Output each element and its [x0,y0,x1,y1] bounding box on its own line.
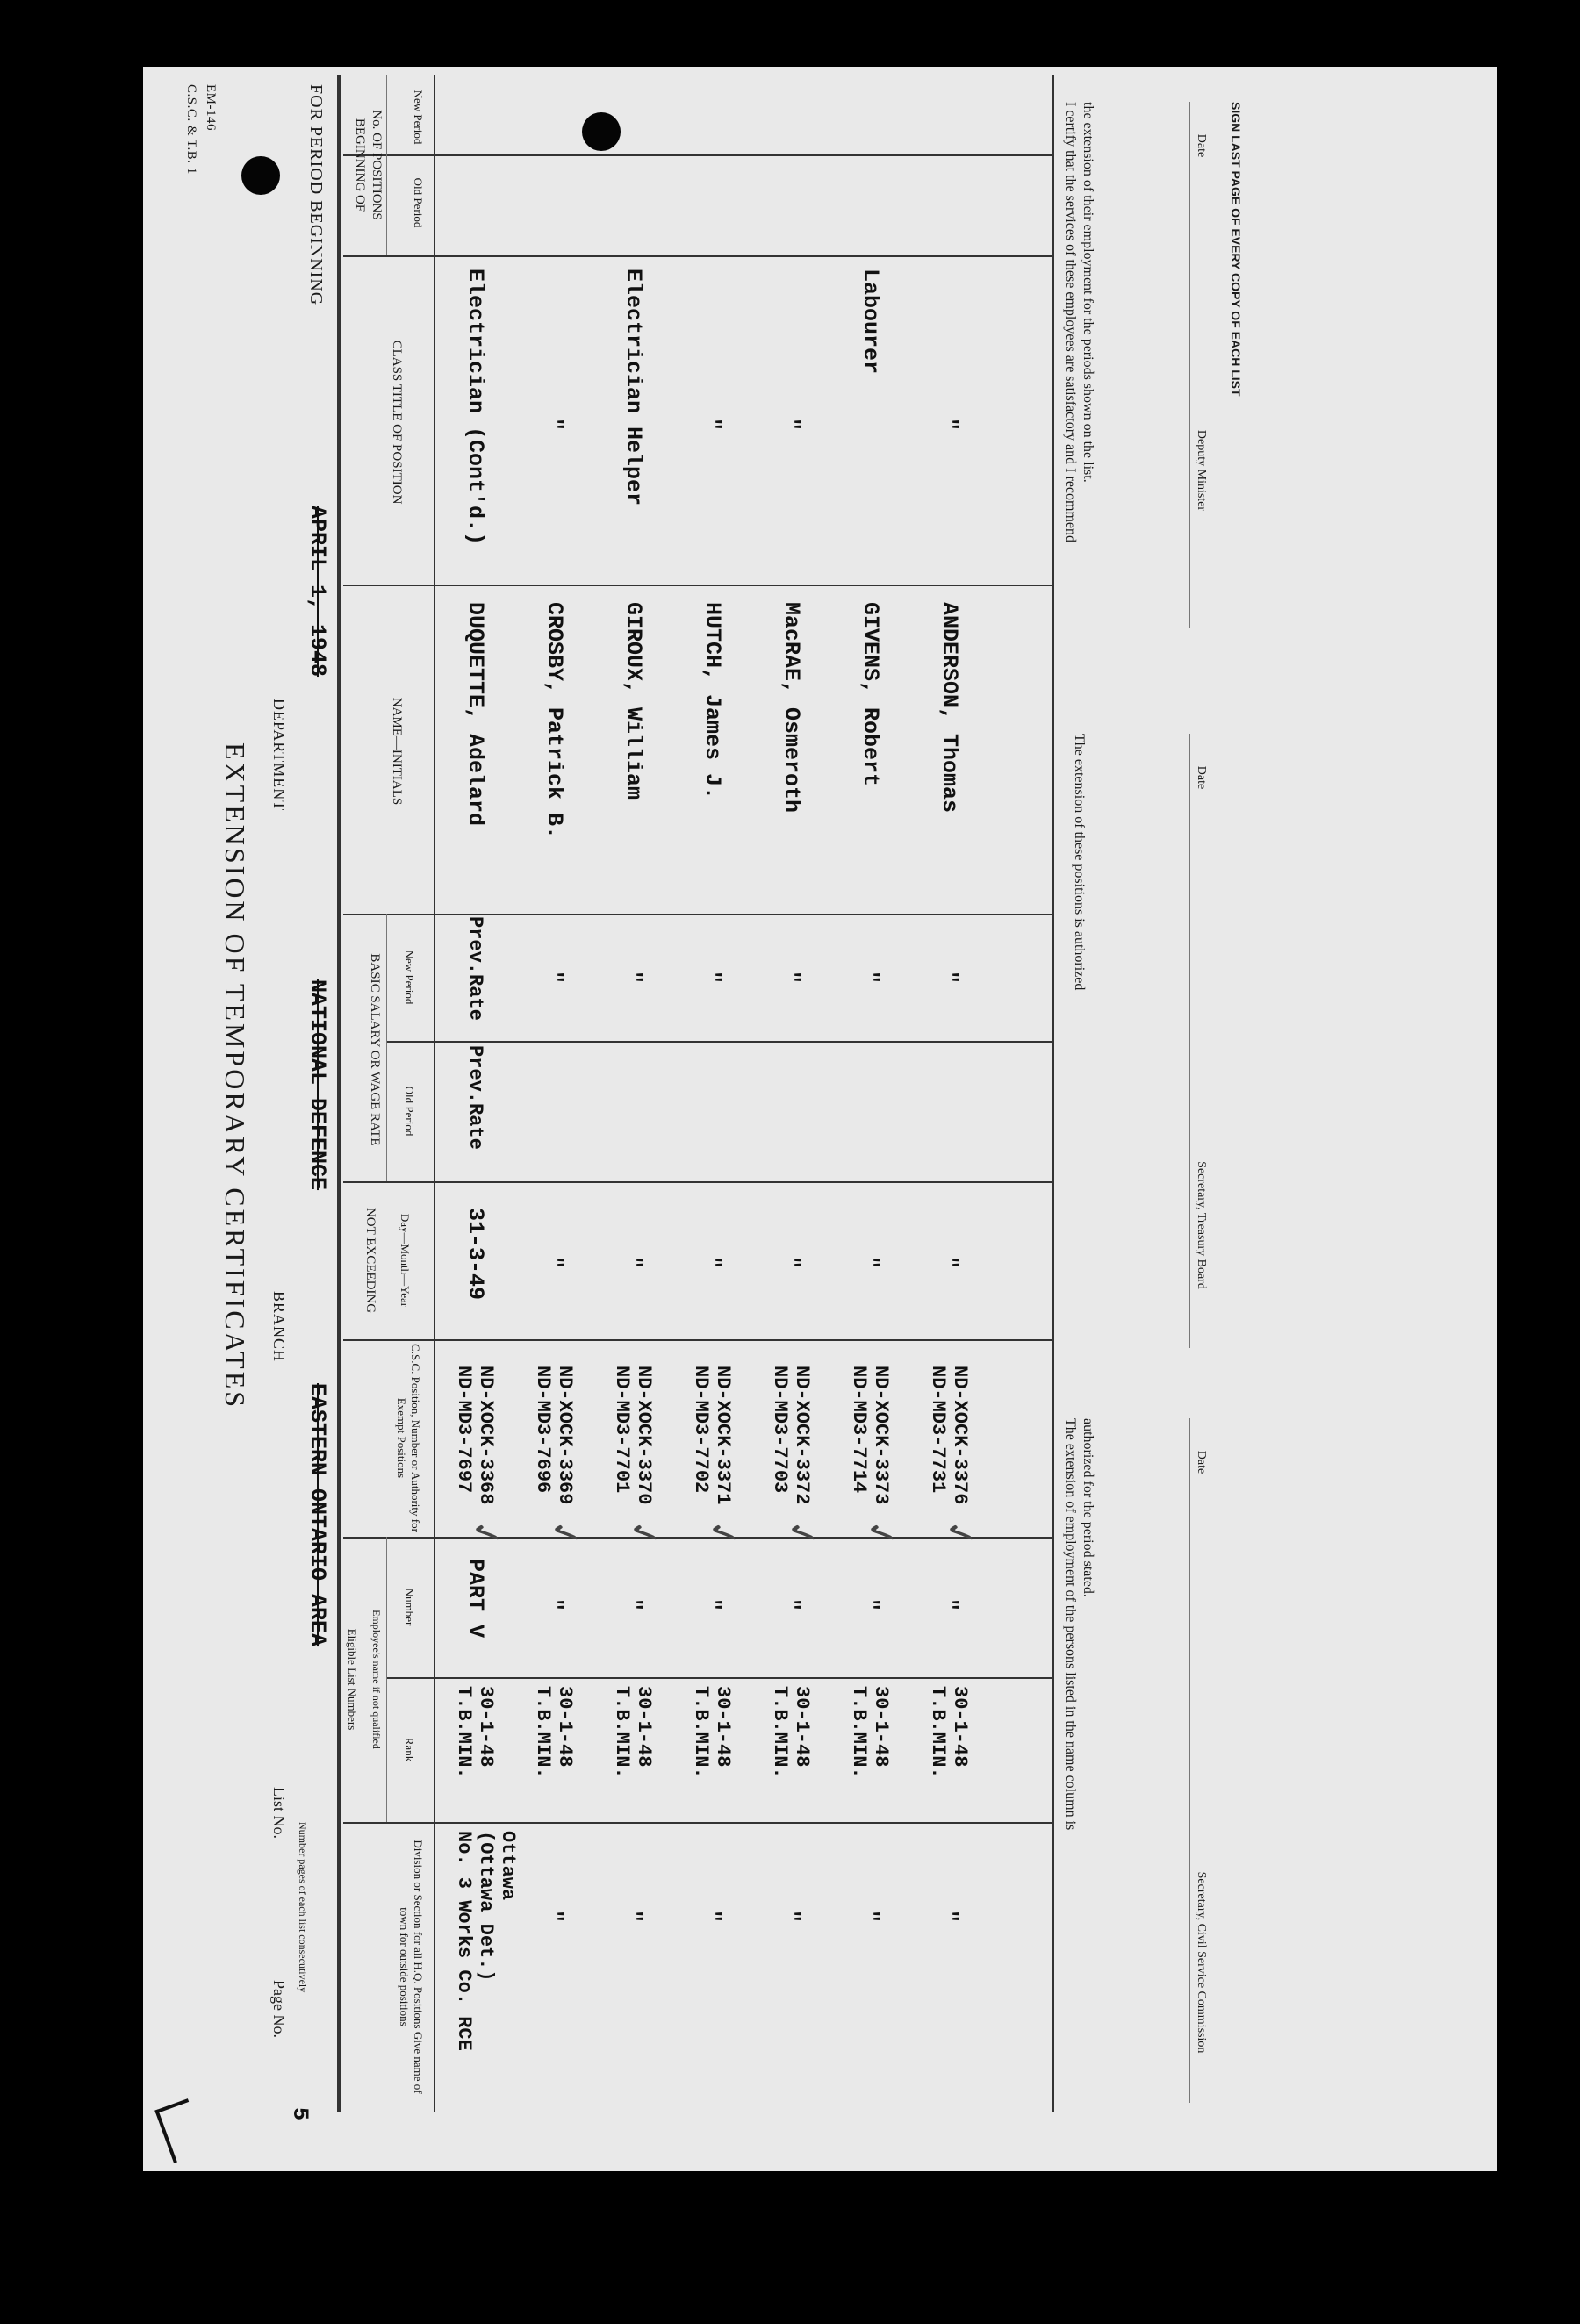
class-title-cell: Electrician Helper [621,269,646,506]
division-cell-line1: No. 3 Works Co. RCE [453,1831,475,2051]
col-sep-name-salary [343,914,1054,915]
salary-new-cell: " [937,971,962,985]
not-exceeding-cell: " [542,1256,567,1270]
salary-old-cell: Prev.Rate [464,1045,486,1150]
not-exceeding-cell: " [700,1256,725,1270]
check-mark: ✓ [699,1514,746,1553]
form-title: EXTENSION OF TEMPORARY CERTIFICATES [219,742,251,1410]
secretary-treasury-label: Secretary, Treasury Board [1195,1161,1208,1289]
csc-position-cell-line1: ND-MD3-7703 [769,1366,791,1494]
page-no-value: 5 [287,2107,312,2121]
col-header-csc-position: C.S.C. Position, Number or Authority for Exempt Positions [395,1344,422,1532]
col-sep-salary-new-old [387,1041,1054,1043]
check-mark: ✓ [462,1514,509,1553]
name-cell: GIROUX, William [621,602,646,800]
csc-position-cell-line2: ND-XOCK-3370 [633,1366,655,1505]
col-header-positions: No. OF POSITIONS BEGINNING OF [353,110,384,220]
not-exceeding-cell: " [621,1256,646,1270]
not-exceeding-cell: 31-3-49 [463,1208,488,1301]
salary-new-cell: Prev.Rate [464,916,486,1021]
rank-cell-line1: T.B.MIN. [611,1686,633,1779]
col-sep-class-name [343,585,1054,586]
class-title-cell: " [779,418,804,432]
col-sep-eligible-division [343,1822,1054,1824]
salary-new-cell: " [542,971,567,985]
period-value: APRIL 1, 1948 [305,506,330,678]
csc-date-label: Date [1195,1450,1208,1474]
check-mark: ✓ [541,1514,588,1553]
division-cell-line1: " [542,1910,567,1924]
eligible-number-cell: " [542,1598,567,1612]
not-exceeding-cell: " [858,1256,883,1270]
salary-new-cell: " [621,971,646,985]
csc-position-cell-line2: ND-XOCK-3373 [870,1366,892,1505]
col-header-not-exceeding: NOT EXCEEDING [363,1207,377,1314]
col-sep-eligible-number-rank [387,1677,1054,1679]
division-cell-line1: " [779,1910,804,1924]
sign-last-page-note: SIGN LAST PAGE OF EVERY COPY OF EACH LIST [1229,102,1243,397]
class-title-cell: " [542,418,567,432]
name-cell: HUTCH, James J. [700,602,725,800]
check-mark: ✓ [936,1514,983,1553]
eligible-number-cell: " [858,1598,883,1612]
period-label: FOR PERIOD BEGINNING [306,84,326,306]
table-bottom-border [1052,75,1054,2112]
csc-position-cell-line1: ND-MD3-7696 [532,1366,554,1494]
csc-position-cell-line2: ND-XOCK-3369 [554,1366,576,1505]
csc-position-cell-line2: ND-XOCK-3368 [475,1366,497,1505]
col-sep-positions-new-old [343,154,1054,156]
treasury-signature-line [1189,734,1190,1348]
csc-position-cell-line2: ND-XOCK-3371 [712,1366,734,1505]
csc-position-cell-line1: ND-MD3-7702 [690,1366,712,1494]
csc-position-cell-line2: ND-XOCK-3376 [949,1366,971,1505]
eligible-group-underline [386,1537,387,1822]
not-exceeding-cell: " [937,1256,962,1270]
deputy-signature-line [1189,102,1190,628]
eligible-number-cell: " [937,1598,962,1612]
col-header-salary-old: Old Period [403,1086,416,1137]
division-cell-line1: " [858,1910,883,1924]
scanned-form-page [143,67,1497,2171]
page-no-label: Page No. [270,1980,288,2038]
col-header-date-format: Day—Month—Year [399,1213,412,1308]
division-cell-line1: " [700,1910,725,1924]
csc-authorization-line2: authorized for the period stated. [1081,1418,1095,1597]
eligible-number-cell: " [779,1598,804,1612]
department-label: DEPARTMENT [270,699,288,812]
csc-authorization-line1: The extension of employment of the persons listed in the name column is [1063,1418,1078,1831]
name-cell: MacRAE, Osmeroth [779,602,804,814]
rank-cell-line2: 30-1-48 [712,1686,734,1768]
branch-value: EASTERN ONTARIO AREA [305,1383,330,1647]
col-header-salary-new: New Period [403,950,416,1005]
treasury-date-label: Date [1195,765,1208,790]
authorized-text: The extension of these positions is authorized [1072,734,1087,991]
csc-position-cell-line1: ND-MD3-7701 [611,1366,633,1494]
col-sep-positions-class [343,255,1054,257]
department-value: NATIONAL DEFENCE [305,979,330,1191]
rank-cell-line1: T.B.MIN. [532,1686,554,1779]
secretary-csc-label: Secretary, Civil Service Commission [1195,1871,1208,2054]
col-header-class-title: CLASS TITLE OF POSITION [390,340,404,505]
division-cell-line3: Ottawa [497,1831,519,1901]
salary-new-cell: " [858,971,883,985]
name-cell: GIVENS, Robert [858,602,883,787]
certify-text-line2: the extension of their employment for the periods shown on the list. [1081,102,1095,483]
rank-cell-line2: 30-1-48 [949,1686,971,1768]
col-header-salary: BASIC SALARY OR WAGE RATE [368,953,382,1146]
col-sep-date-csc [343,1339,1054,1341]
col-header-eligible-rank: Rank [403,1737,416,1762]
rank-cell-line1: T.B.MIN. [848,1686,870,1779]
rank-cell-line2: 30-1-48 [870,1686,892,1768]
col-header-division: Division or Section for all H.Q. Positions Give name of town for outside positions [398,1840,425,2094]
eligible-number-cell: " [621,1598,646,1612]
temporary-certificates-form [143,67,1497,2171]
deputy-date-label: Date [1195,133,1208,158]
branch-label: BRANCH [270,1291,288,1363]
rank-cell-line2: 30-1-48 [791,1686,813,1768]
list-no-label: List No. [270,1787,288,1840]
form-code-1: C.S.C. & T.B. 1 [184,84,198,175]
division-cell-line1: " [621,1910,646,1924]
rank-cell-line2: 30-1-48 [475,1686,497,1768]
eligible-number-cell: " [700,1598,725,1612]
col-header-name: NAME—INITIALS [390,697,404,806]
class-title-cell: " [700,418,725,432]
rank-cell-line1: T.B.MIN. [927,1686,949,1779]
csc-signature-line [1189,1418,1190,2103]
col-header-positions-old: Old Period [412,177,425,228]
check-mark: ✓ [620,1514,667,1553]
col-sep-salary-date [343,1181,1054,1183]
check-mark: ✓ [778,1514,825,1553]
division-cell-line2: (Ottawa Det.) [475,1831,497,1982]
certify-text-line1: I certify that the services of these employees are satisfactory and I recommend [1063,102,1078,543]
col-header-eligible-number: Number [403,1588,416,1626]
corner-checkmark [154,2098,206,2163]
eligible-number-cell: PART V [463,1559,488,1639]
name-cell: CROSBY, Patrick B. [542,602,567,840]
check-mark: ✓ [857,1514,904,1553]
salary-new-cell: " [700,971,725,985]
col-header-positions-new: New Period [412,90,425,145]
page-no-hint: Number pages of each list consecutively [297,1822,309,1993]
form-code-2: EM-146 [204,84,218,131]
col-header-eligible: Eligible List Numbers [346,1628,359,1731]
positions-group-underline [386,75,387,255]
csc-position-cell-line1: ND-MD3-7731 [927,1366,949,1494]
name-cell: ANDERSON, Thomas [937,602,962,814]
not-exceeding-cell: " [779,1256,804,1270]
deputy-minister-label: Deputy Minister [1195,429,1208,512]
rank-cell-line1: T.B.MIN. [690,1686,712,1779]
header-bottom-border [434,75,435,2112]
salary-new-cell: " [779,971,804,985]
csc-position-cell-line1: ND-MD3-7714 [848,1366,870,1494]
csc-position-cell-line2: ND-XOCK-3372 [791,1366,813,1505]
rank-cell-line2: 30-1-48 [633,1686,655,1768]
class-title-cell: Electrician (Cont'd.) [463,269,488,546]
rank-cell-line1: T.B.MIN. [769,1686,791,1779]
class-title-cell: Labourer [858,269,883,375]
name-cell: DUQUETTE, Adelard [463,602,488,827]
table-top-border [337,75,341,2112]
rank-cell-line2: 30-1-48 [554,1686,576,1768]
division-cell-line1: " [937,1910,962,1924]
csc-position-cell-line1: ND-MD3-7697 [453,1366,475,1494]
col-header-eligible-hint: Employee's name if not qualified [370,1610,383,1749]
rank-cell-line1: T.B.MIN. [453,1686,475,1779]
class-title-cell: " [937,418,962,432]
salary-group-underline [386,914,387,1181]
